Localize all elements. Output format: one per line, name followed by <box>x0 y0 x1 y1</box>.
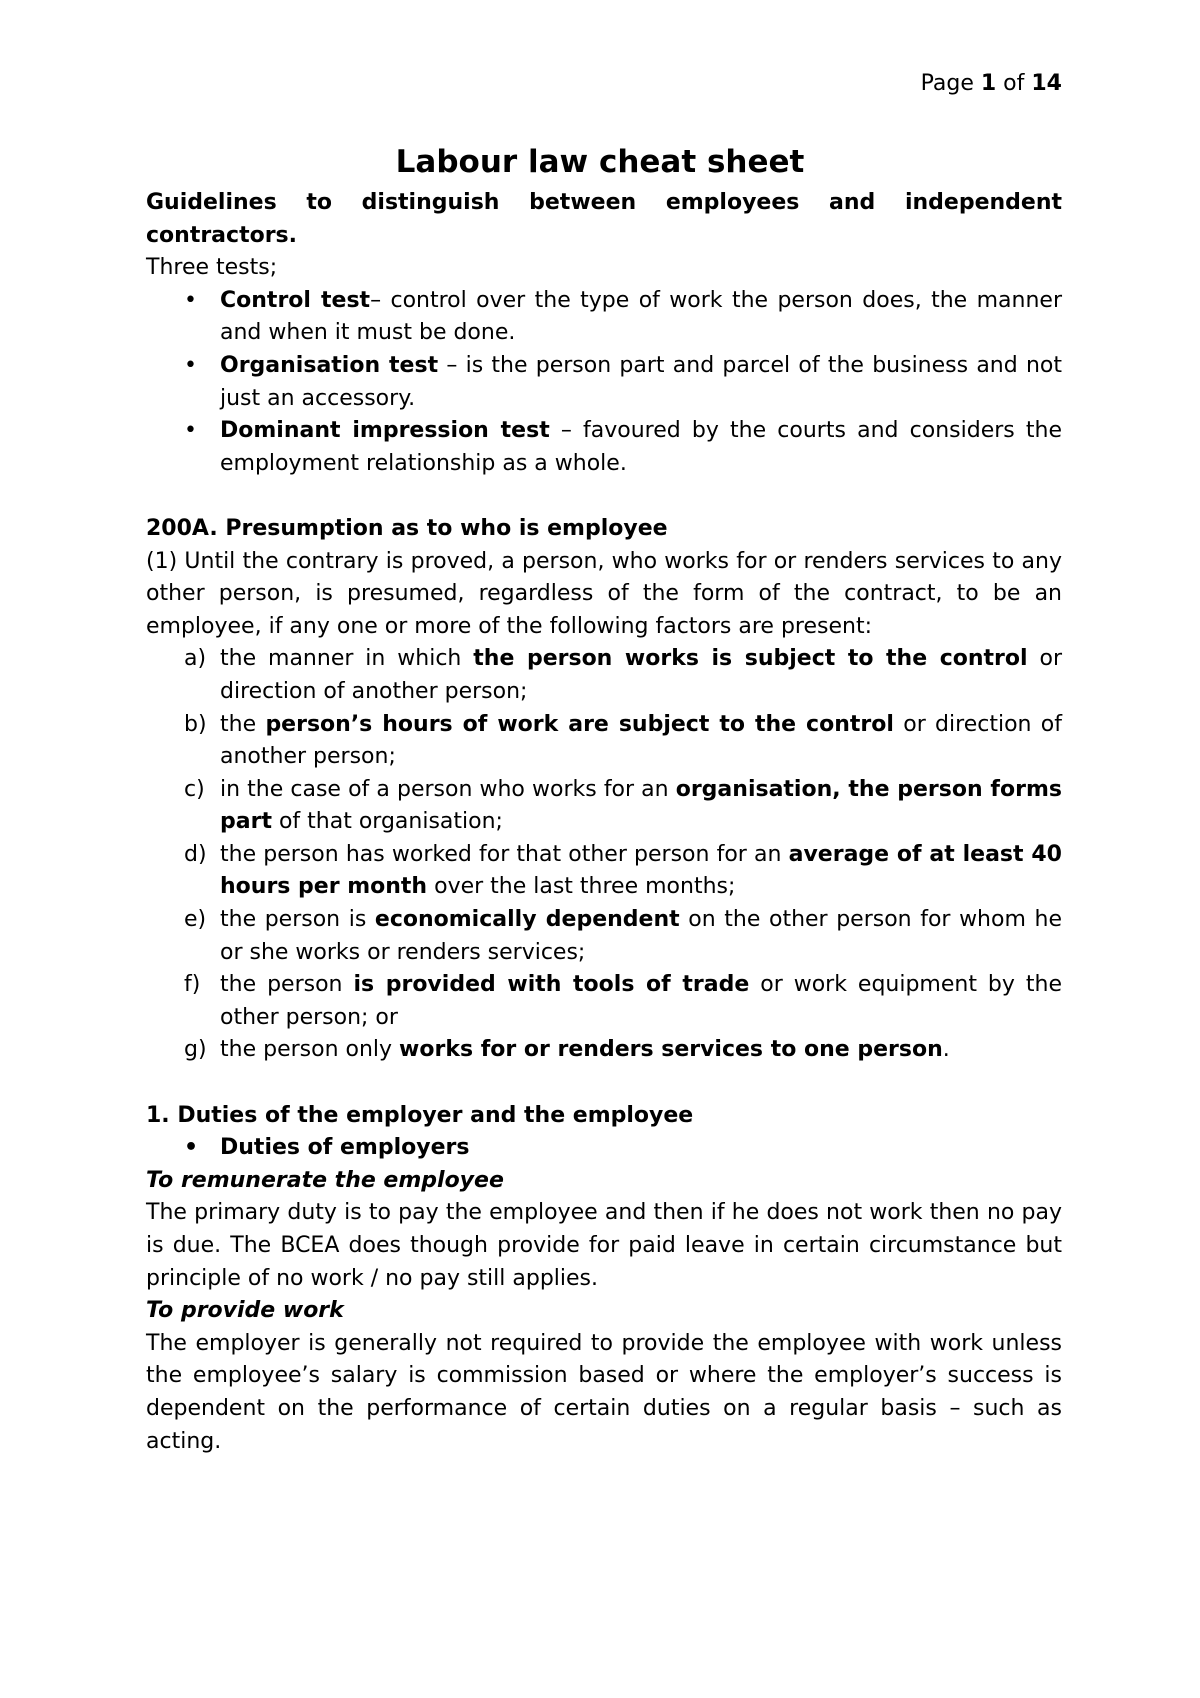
list-marker: a) <box>184 646 207 672</box>
page-current: 1 <box>980 71 997 96</box>
tests-heading: Guidelines to distinguish between employees and independent contractors. <box>146 190 1062 248</box>
remunerate-heading: To remunerate the employee <box>146 1167 504 1193</box>
list-item: • Dominant impression test – favoured by the courts and considers the employment relationship as a whole. <box>146 415 1062 480</box>
list-item: b) the person’s hours of work are subject to the control or direction of another person; <box>146 709 1062 774</box>
list-item: g) the person only works for or renders services to one person. <box>146 1034 1062 1067</box>
section-200a-heading: 200A. Presumption as to who is employee <box>146 515 668 541</box>
list-item: f) the person is provided with tools of trade or work equipment by the other person; or <box>146 969 1062 1034</box>
list-item: c) in the case of a person who works for an organisation, the person forms part of that organisation; <box>146 774 1062 839</box>
list-item: e) the person is economically dependent on the other person for whom he or she works or renders services; <box>146 904 1062 969</box>
duties-heading: 1. Duties of the employer and the employee <box>146 1102 694 1128</box>
bullet-icon: • <box>184 418 197 444</box>
provide-work-heading: To provide work <box>146 1298 344 1324</box>
page-number: Page 1 of 14 <box>920 71 1062 96</box>
list-item: • Control test– control over the type of work the person does, the manner and when it must be done. <box>146 285 1062 350</box>
provide-work-text: The employer is generally not required to provide the employee with work unless the employee’s salary is commission based or where the employer’s success is dependent on the performance of certain duties on a regular basis – such as acting. <box>146 1330 1062 1454</box>
list-marker: f) <box>184 972 201 998</box>
bullet-icon: • <box>184 287 197 313</box>
spacer <box>146 480 1062 513</box>
page-total: 14 <box>1031 71 1062 96</box>
spacer <box>146 1067 1062 1100</box>
remunerate-text: The primary duty is to pay the employee and then if he does not work then no pay is due. The BCEA does though provide for paid leave in certain circumstance but principle of no work / no pay still applies. <box>146 1200 1062 1291</box>
tests-intro: Three tests; <box>146 255 278 281</box>
duties-employers-bullet: • Duties of employers <box>146 1132 1062 1165</box>
section-200a-intro: (1) Until the contrary is proved, a person, who works for or renders services to any other person, is presumed, regardless of the form of the contract, to be an employee, if any one or more of the following factors are present: <box>146 548 1062 639</box>
list-item: a) the manner in which the person works is subject to the control or direction of another person; <box>146 643 1062 708</box>
list-marker: b) <box>184 711 207 737</box>
list-item: • Organisation test – is the person part and parcel of the business and not just an accessory. <box>146 350 1062 415</box>
bullet-icon: • <box>184 1135 199 1161</box>
factors-list <box>146 643 1062 1067</box>
bullet-icon: • <box>184 352 197 378</box>
list-marker: g) <box>184 1037 207 1063</box>
tests-list <box>146 285 1062 481</box>
list-item: d) the person has worked for that other person for an average of at least 40 hours per month over the last three months; <box>146 839 1062 904</box>
list-marker: e) <box>184 907 207 933</box>
list-marker: c) <box>184 776 205 802</box>
document-body <box>146 187 1062 1458</box>
document-title: Labour law cheat sheet <box>395 144 805 180</box>
list-marker: d) <box>184 841 207 867</box>
